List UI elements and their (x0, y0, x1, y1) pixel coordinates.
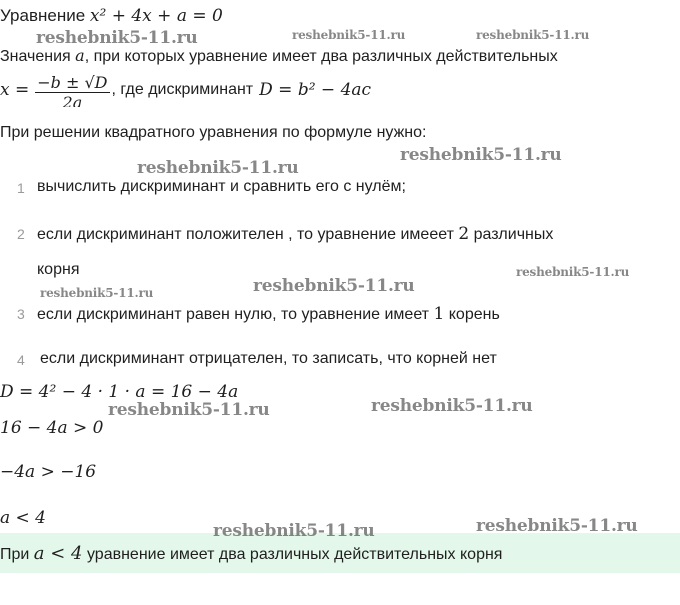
fraction-denominator: 2a (62, 93, 83, 107)
title-prefix: Уравнение (0, 6, 86, 25)
watermark: reshebnik5-11.ru (40, 286, 154, 300)
step-3-text-a: если дискриминант равен нулю, то уравнение имеет (37, 306, 430, 323)
steps-lead: При решении квадратного уравнения по формуле нужно: (0, 124, 427, 141)
answer-line (0, 543, 502, 564)
computation-line-1: D = 4² − 4 · 1 · a = 16 − 4a (0, 382, 239, 402)
step-3-number: 3 (17, 306, 25, 322)
watermark: reshebnik5-11.ru (137, 158, 299, 178)
computation-line-2: 16 − 4a > 0 (0, 418, 104, 438)
root-formula-line (0, 66, 371, 114)
watermark: reshebnik5-11.ru (36, 28, 198, 48)
formula-text: , где дискриминант (111, 81, 254, 98)
step-4-text: если дискриминант отрицателен, то записать, что корней нет (40, 350, 497, 367)
title-formula: x² + 4x + a = 0 (89, 6, 223, 26)
watermark: reshebnik5-11.ru (476, 28, 590, 42)
intro-line (0, 46, 558, 66)
step-3-value: 1 (433, 304, 445, 324)
step-1-text: вычислить дискриминант и сравнить его с нулём; (37, 178, 406, 195)
title-line (0, 6, 223, 26)
watermark: reshebnik5-11.ru (476, 516, 638, 536)
step-2-text-c: корня (37, 261, 80, 278)
intro-prefix: Значения (0, 48, 71, 65)
computation-line-4: a < 4 (0, 508, 47, 528)
step-3-line (37, 304, 500, 324)
watermark: reshebnik5-11.ru (292, 28, 406, 42)
formula-lhs: x = (0, 80, 30, 100)
answer-formula: a < 4 (33, 543, 83, 564)
computation-line-3: −4a > −16 (0, 462, 97, 482)
step-2-text-a: если дискриминант положителен , то уравнение имеeет (37, 226, 454, 243)
step-3-text-b: корень (448, 306, 500, 323)
fraction-numerator: −b ± √D (37, 73, 108, 92)
intro-var: a (75, 46, 85, 65)
step-2-line (37, 224, 553, 244)
watermark: reshebnik5-11.ru (400, 145, 562, 165)
answer-prefix: При (0, 546, 30, 563)
watermark: reshebnik5-11.ru (516, 265, 630, 279)
step-2-value: 2 (458, 224, 470, 244)
step-4-number: 4 (17, 352, 25, 368)
discriminant-formula: D = b² − 4ac (259, 80, 372, 100)
watermark: reshebnik5-11.ru (213, 521, 375, 541)
watermark: reshebnik5-11.ru (371, 396, 533, 416)
intro-suffix: , при которых уравнение имеет два различных действительных (84, 48, 558, 65)
watermark: reshebnik5-11.ru (253, 276, 415, 296)
step-1-number: 1 (17, 180, 25, 196)
watermark: reshebnik5-11.ru (108, 400, 270, 420)
root-fraction (35, 73, 109, 107)
step-2-number: 2 (17, 226, 25, 242)
step-2-text-b: различных (473, 226, 554, 243)
answer-suffix: уравнение имеет два различных действительных корня (86, 546, 503, 563)
